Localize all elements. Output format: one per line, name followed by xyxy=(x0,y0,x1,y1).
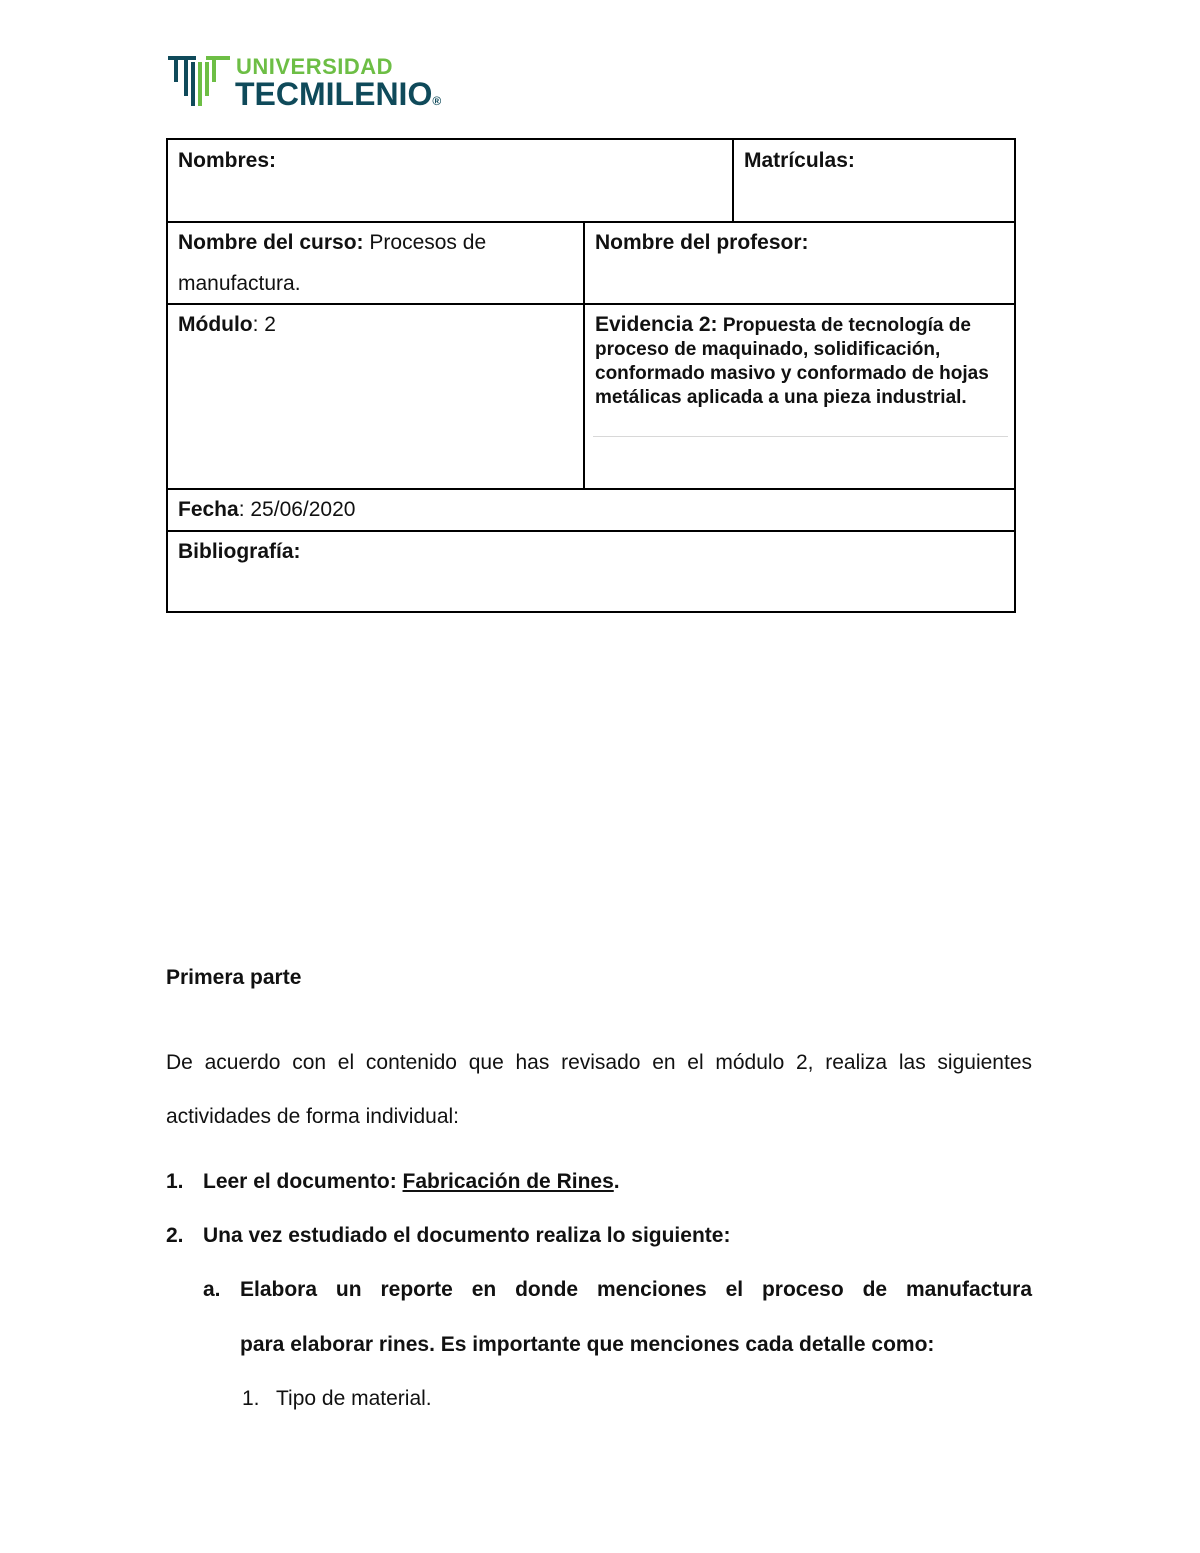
bibliografia-label: Bibliografía: xyxy=(178,540,301,563)
university-logo xyxy=(166,50,466,110)
student-info-table xyxy=(166,138,1016,613)
fabricacion-rines-link[interactable]: Fabricación de Rines xyxy=(402,1170,614,1193)
intro-paragraph: De acuerdo con el contenido que has revisado en el módulo 2, realiza las siguientes actividades de forma individual: xyxy=(166,1051,1032,1128)
fecha-label: Fecha xyxy=(178,498,239,521)
profesor-label: Nombre del profesor: xyxy=(595,231,809,254)
tecmilenio-logo-icon xyxy=(166,52,232,108)
evidencia-label: Evidencia 2: xyxy=(595,313,718,336)
modulo-label: Módulo xyxy=(178,313,253,336)
curso-label: Nombre del curso: xyxy=(178,231,364,254)
curso-cell xyxy=(168,222,583,304)
modulo-cell xyxy=(168,304,583,345)
logo-line-2: TECMILENIO® xyxy=(235,76,442,112)
matriculas-label: Matrículas: xyxy=(744,149,855,172)
logo-line-1: UNIVERSIDAD xyxy=(236,54,394,79)
curso-value-cont: manufactura. xyxy=(178,272,301,295)
fecha-value: : 25/06/2020 xyxy=(238,498,356,521)
modulo-value: : 2 xyxy=(252,313,276,336)
curso-value: Procesos de xyxy=(369,231,487,254)
evidencia-cell xyxy=(585,305,1013,410)
fecha-cell xyxy=(168,489,1014,530)
section-heading: Primera parte xyxy=(166,966,302,989)
nombres-label: Nombres: xyxy=(178,149,277,172)
evidencia-text: Propuesta de tecnología de proceso de maquinado, solidificación, conformado masivo y conformado de hojas metálicas aplicada a una pieza industrial. xyxy=(595,315,989,408)
